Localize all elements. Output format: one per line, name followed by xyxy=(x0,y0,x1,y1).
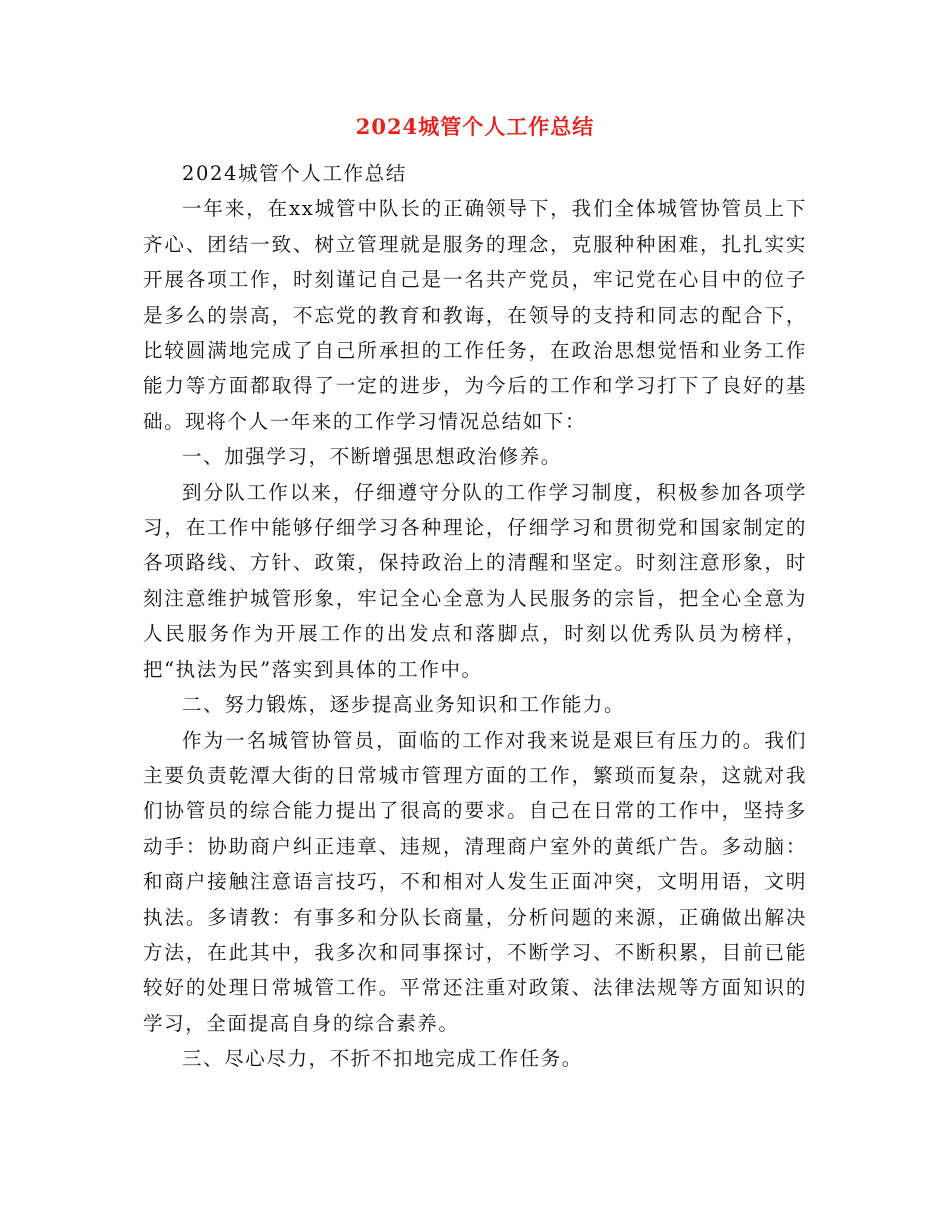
paragraph-section-1: 到分队工作以来，仔细遵守分队的工作学习制度，积极参加各项学习，在工作中能够仔细学习各种理论，仔细学习和贯彻党和国家制定的各项路线、方针、政策，保持政治上的清醒和坚定。时刻注意形象，时刻注意维护城管形象，牢记全心全意为人民服务的宗旨，把全心全意为人民服务作为开展工作的出发点和落脚点，时刻以优秀队员为榜样，把“执法为民”落实到具体的工作中。 xyxy=(143,480,807,681)
section-heading-2: 二、努力锻炼，逐步提高业务知识和工作能力。 xyxy=(182,693,626,717)
paragraph-subtitle: 2024城管个人工作总结 xyxy=(182,162,407,185)
document-body xyxy=(143,156,807,1077)
paragraph-intro: 一年来，在xx城管中队长的正确领导下，我们全体城管协管员上下齐心、团结一致、树立管理就是服务的理念，克服种种困难，扎扎实实开展各项工作，时刻谨记自己是一名共产党员，牢记党在心目中的位子是多么的崇高，不忘党的教育和教诲，在领导的支持和同志的配合下，比较圆满地完成了自己所承担的工作任务，在政治思想觉悟和业务工作能力等方面都取得了一定的进步，为今后的工作和学习打下了良好的基础。现将个人一年来的工作学习情况总结如下： xyxy=(143,197,807,433)
paragraph-section-2: 作为一名城管协管员，面临的工作对我来说是艰巨有压力的。我们主要负责乾潭大街的日常城市管理方面的工作，繁琐而复杂，这就对我们协管员的综合能力提出了很高的要求。自己在日常的工作中，坚持多动手：协助商户纠正违章、违规，清理商户室外的黄纸广告。多动脑：和商户接触注意语言技巧，不和相对人发生正面冲突，文明用语，文明执法。多请教：有事多和分队长商量，分析问题的来源，正确做出解决方法，在此其中，我多次和同事探讨，不断学习、不断积累，目前已能较好的处理日常城管工作。平常还注重对政策、法律法规等方面知识的学习，全面提高自身的综合素养。 xyxy=(143,728,807,1035)
section-heading-3: 三、尽心尽力，不折不扣地完成工作任务。 xyxy=(182,1047,583,1071)
section-heading-1: 一、加强学习，不断增强思想政治修养。 xyxy=(182,445,562,469)
document-title: 2024城管个人工作总结 xyxy=(355,114,595,139)
